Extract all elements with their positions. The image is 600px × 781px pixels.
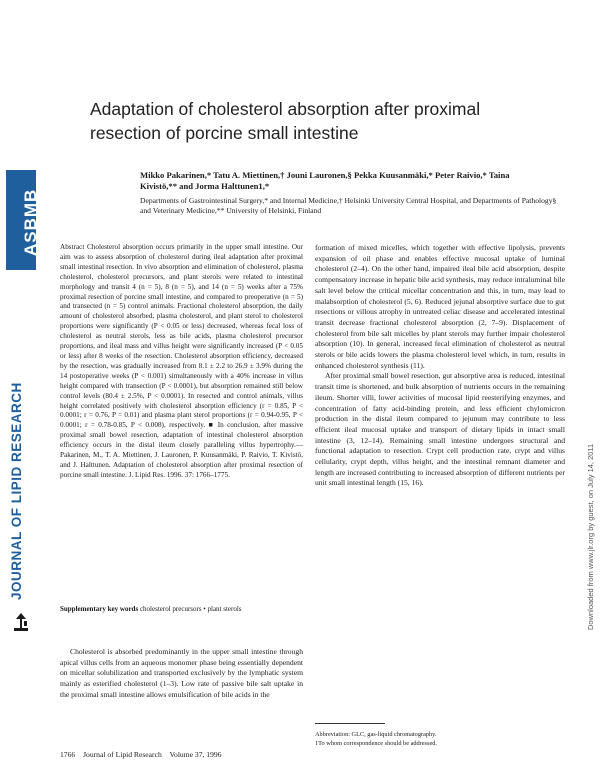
keywords-text: cholesterol precursors • plant sterols — [139, 605, 242, 613]
keywords — [60, 605, 303, 615]
footnote-correspondence: 1To whom correspondence should be addressed. — [315, 739, 437, 747]
right-column — [315, 243, 565, 489]
footnote-divider — [315, 723, 385, 724]
page-footer — [60, 750, 227, 759]
body-paragraph-1: formation of mixed micelles, which together with effective lipolysis, prevents expansion of oil phase and enables effective mucosal uptake of luminal cholesterol (2–4). On the other hand, impaired ileal bile acid absorption, despite compensatory increase in hepatic bile acid synthesis, may reduce intraluminal bile salt level below the critical micellar concentration and this, in turn, may lead to malabsorption of cholesterol (5, 6). Reduced jejunal absorptive surface due to gut resections or villous atrophy in untreated celiac disease and accelerated intestinal transit decrease fractional cholesterol absorption (2, 7–9). Displacement of cholesterol from bile salt micelles by plant sterols may further impair cholesterol absorption (10). In general, increased fecal elimination of cholesterol as neutral sterols or bile acids lowers the plasma cholesterol level which, in turn, results in enhanced cholesterol synthesis (11). — [315, 243, 565, 370]
footnotes — [315, 731, 565, 748]
intro-text: Cholesterol is absorbed predominantly in the upper small intestine through apical villus cells from an aqueous monomer phase being essentially dependent on micellar solubilization and transported exclusively by the lymphatic system mainly as esterified cholesterol (1–3). Low rate of passive bile salt uptake in the proximal small intestine allows emulsification of bile acids in the — [60, 647, 303, 699]
abstract-conclusion: In conclusion, after massive proximal small bowel resection, adaptation of intestinal cholesterol absorption efficiency occurs in the distal ileum closely paralleling villus hypertrophy.—Pakarinen, M., T. A. Miettinen, J. Lauronen, P. Kuusanmäki, P. Raivio, T. Kivistö, and J. Halttunen. Adaptation of cholesterol absorption after proximal resection of porcine small intestine. J. Lipid Res. 1996. 37: 1766–1775. — [60, 421, 304, 479]
lamp-icon — [12, 612, 30, 632]
journal-sidebar-title: JOURNAL OF LIPID RESEARCH — [9, 382, 24, 600]
footer-journal: Journal of Lipid Research — [83, 750, 162, 759]
intro-paragraph — [60, 647, 303, 701]
asbmb-logo — [6, 170, 40, 270]
abstract-label: Abstract — [60, 243, 85, 251]
keywords-label: Supplementary key words — [60, 605, 139, 613]
footer-page-number: 1766 — [60, 750, 76, 759]
abstract — [60, 243, 303, 481]
abstract-text: Cholesterol absorption occurs primarily in the upper small intestine. Our aim was to assess absorption of cholesterol during ileal adaptation after proximal small intestinal resection. In vivo absorption and elimination of cholesterol, plasma cholesterol, cholesterol precursors, and plant sterols were related to intestinal morphology and transit 4 (n = 5), 8 (n = 5), and 14 (n = 5) weeks after a 75% proximal resection of porcine small intestine, and compared to preoperative (n = 5) and transected (n = 5) control animals. Fractional cholesterol absorption, the daily amount of cholesterol absorbed, plasma cholesterol, and plant sterol to cholesterol proportions were significantly (P < 0.05 or less) decreased, whereas fecal loss of cholesterol as neutral sterols, less as bile acids, plasma cholesterol precursor proportions, and ileal mass and villus height were significantly increased (P < 0.05 or less) after 8 weeks of the resection. Cholesterol absorption efficiency, decreased by the resection, was gradually increased from 8.1 ± 2.2 to 26.9 ± 3.9% during the 14 postoperative weeks (P < 0.001) simultaneously with a 40% increase in villus height compared with transection (P < 0.0001), but absorption remained still below control levels (80.4 ± 2.5%, P < 0.0001). In resected and control animals, villus height correlated positively with cholesterol absorption efficiency (r = 0.85, P < 0.0001; r = 0.76, P = 0.01) and plasma plant sterol proportions (r = 0.94-0.95, P < 0.0001; r = 0.78-0.85, P < 0.008), respectively. — [60, 243, 304, 430]
article-title: Adaptation of cholesterol absorption after proximal resection of porcine small intestine — [90, 99, 481, 143]
author-list: Mikko Pakarinen,* Tatu A. Miettinen,† Jouni Lauronen,§ Pekka Kuusanmäki,* Peter Raivio,* Taina Kivistö,** and Jorma Halttunen1,* — [140, 170, 510, 191]
asbmb-logo-text: ASBMB — [21, 188, 40, 256]
footer-volume: Volume 37, 1996 — [169, 750, 222, 759]
body-paragraph-2: After proximal small bowel resection, gut absorptive area is reduced, intestinal transit time is shortened, and bulk absorption of nutrients occurs in the remaining ileum. Shorter villi, lower activities of mucosal lipid reesterifying enzymes, and concentration of fatty acid-binding protein, and less efficient chylomicron production in the distal ileum compared to jejunum may contribute to less efficient ileal mucosal uptake and transport of dietary lipids in intact small intestine (3, 12–14). Remaining small intestine undergoes structural and functional adaptation to resection. Crypt cell production rate, crypt and villus cellularity, crypt depth, villus height, and the intestinal remnant diameter and length are increased contributing to increased absorption of different nutrients per unit small intestinal length (15, 16). — [315, 371, 565, 488]
footnote-abbreviation: Abbreviation: GLC, gas-liquid chromatography. — [315, 731, 437, 738]
download-note: Downloaded from www.jlr.org by guest, on July 14, 2011 — [586, 443, 595, 630]
abstract-end-mark: ■ — [208, 421, 215, 430]
affiliations: Departments of Gastrointestinal Surgery,* and Internal Medicine,† Helsinki University Central Hospital, and Departments of Pathology§ and Veterinary Medicine,** University of Helsinki, Finland — [140, 196, 557, 215]
